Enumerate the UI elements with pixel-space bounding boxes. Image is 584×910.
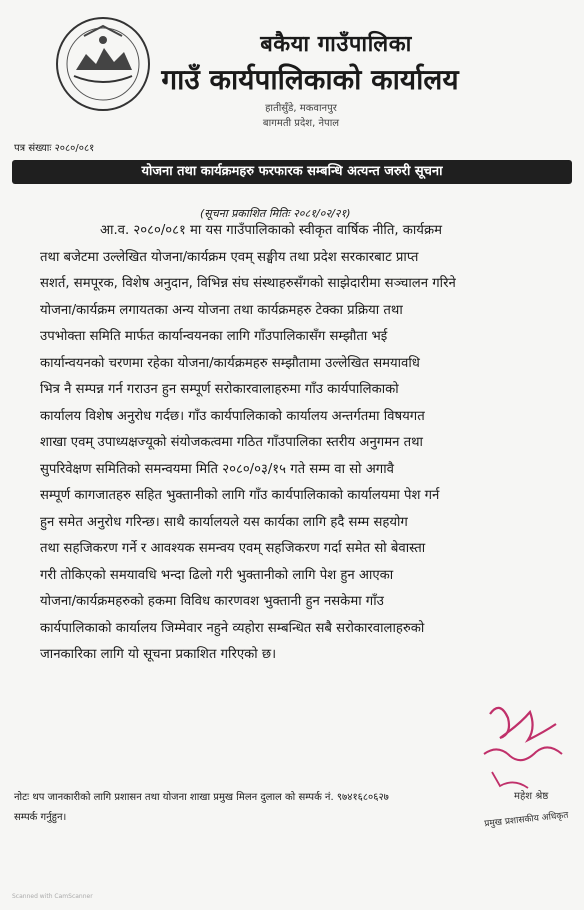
published-date: (सूचना प्रकाशित मितिः २०८१/०२/२१) xyxy=(200,207,351,220)
address-line-1: हातीसुँडे, मकवानपुर xyxy=(265,103,337,114)
office-name: गाउँ कार्यपालिकाको कार्यालय xyxy=(161,63,459,96)
body-line: कार्यान्वयनको चरणमा रहेका योजना/कार्यक्रमहरु सम्झौतामा उल्लेखित समयावधि xyxy=(40,355,420,371)
notice-title-banner: योजना तथा कार्यक्रमहरु फरफारक सम्बन्धि अत्यन्त जरुरी सूचना xyxy=(12,160,572,184)
municipality-emblem-icon xyxy=(44,14,162,114)
note-line-2: सम्पर्क गर्नुहुन। xyxy=(14,812,67,823)
body-line: जानकारिका लागि यो सूचना प्रकाशित गरिएको छ। xyxy=(40,647,277,662)
body-line: हुन समेत अनुरोध गरिन्छ। साथै कार्यालयले यस कार्यका लागि हदै सम्म सहयोग xyxy=(40,514,408,530)
body-line: गरी तोकिएको समयावधि भन्दा ढिलो गरी भुक्तानीको लागि पेश हुन आएका xyxy=(40,567,394,583)
body-line: उपभोक्ता समिति मार्फत कार्यान्वयनका लागि गाँउपालिकासँग सम्झौता भई xyxy=(40,329,388,344)
body-line: आ.व. २०८०/०८१ मा यस गाउँपालिकाको स्वीकृत वार्षिक नीति, कार्यक्रम xyxy=(100,223,442,238)
notice-body xyxy=(40,218,560,669)
body-line: योजना/कार्यक्रमहरुको हकमा विविध कारणवश भुक्तानी हुन नसकेमा गाँउ xyxy=(40,594,384,609)
body-line: कार्यपालिकाको कार्यालय जिम्मेवार नहुने व्यहोरा सम्बन्धित सबै सरोकारवालाहरुको xyxy=(40,620,425,636)
body-line: सुपरिवेक्षण समितिको समन्वयमा मिति २०८०/०३/१५ गते सम्म वा सो अगावै xyxy=(40,461,394,477)
organization-name: बकैया गाउँपालिका xyxy=(260,32,412,57)
signatory-title: प्रमुख प्रशासकीय अधिकृत xyxy=(483,810,569,830)
body-line: सम्पूर्ण कागजातहरु सहित भुक्तानीको लागि गाँउ कार्यपालिकाको कार्यालयमा पेश गर्न xyxy=(40,488,440,503)
address-line-2: बागमती प्रदेश, नेपाल xyxy=(262,118,340,129)
body-line: भित्र नै सम्पन्न गर्न गराउन हुन सम्पूर्ण सरोकारवालाहरुमा गाँउ कार्यपालिकाको xyxy=(40,382,399,397)
body-line: शाखा एवम् उपाध्यक्षज्यूको संयोजकत्वमा गठित गाँउपालिका स्तरीय अनुगमन तथा xyxy=(40,435,423,450)
note-line-1: नोटः थप जानकारीको लागि प्रशासन तथा योजना शाखा प्रमुख मिलन दुलाल को सम्पर्क नं. ९७४१६८०६२७ xyxy=(14,792,389,803)
scanner-watermark: Scanned with CamScanner xyxy=(12,893,93,900)
body-line: तथा बजेटमा उल्लेखित योजना/कार्यक्रम एवम् सङ्घीय तथा प्रदेश सरकारबाट प्राप्त xyxy=(40,249,419,265)
signatory-name: महेश श्रेष्ठ xyxy=(514,791,549,802)
body-line: कार्यालय विशेष अनुरोध गर्दछ। गाँउ कार्यपालिकाको कार्यालय अन्तर्गतमा विषयगत xyxy=(40,408,425,424)
body-line: योजना/कार्यक्रम लगायतका अन्य योजना तथा कार्यक्रमहरु टेक्का प्रक्रिया तथा xyxy=(40,302,403,318)
body-line: तथा सहजिकरण गर्ने र आवश्यक समन्वय एवम् सहजिकरण गर्दा समेत सो बेवास्ता xyxy=(40,541,426,556)
contact-note xyxy=(14,788,494,828)
letter-number: पत्र संख्याः २०८०/०८१ xyxy=(14,143,95,154)
body-line: सशर्त, समपूरक, विशेष अनुदान, विभिन्न संघ संस्थाहरुसँगको साझेदारीमा सञ्चालन गरिने xyxy=(40,276,456,291)
